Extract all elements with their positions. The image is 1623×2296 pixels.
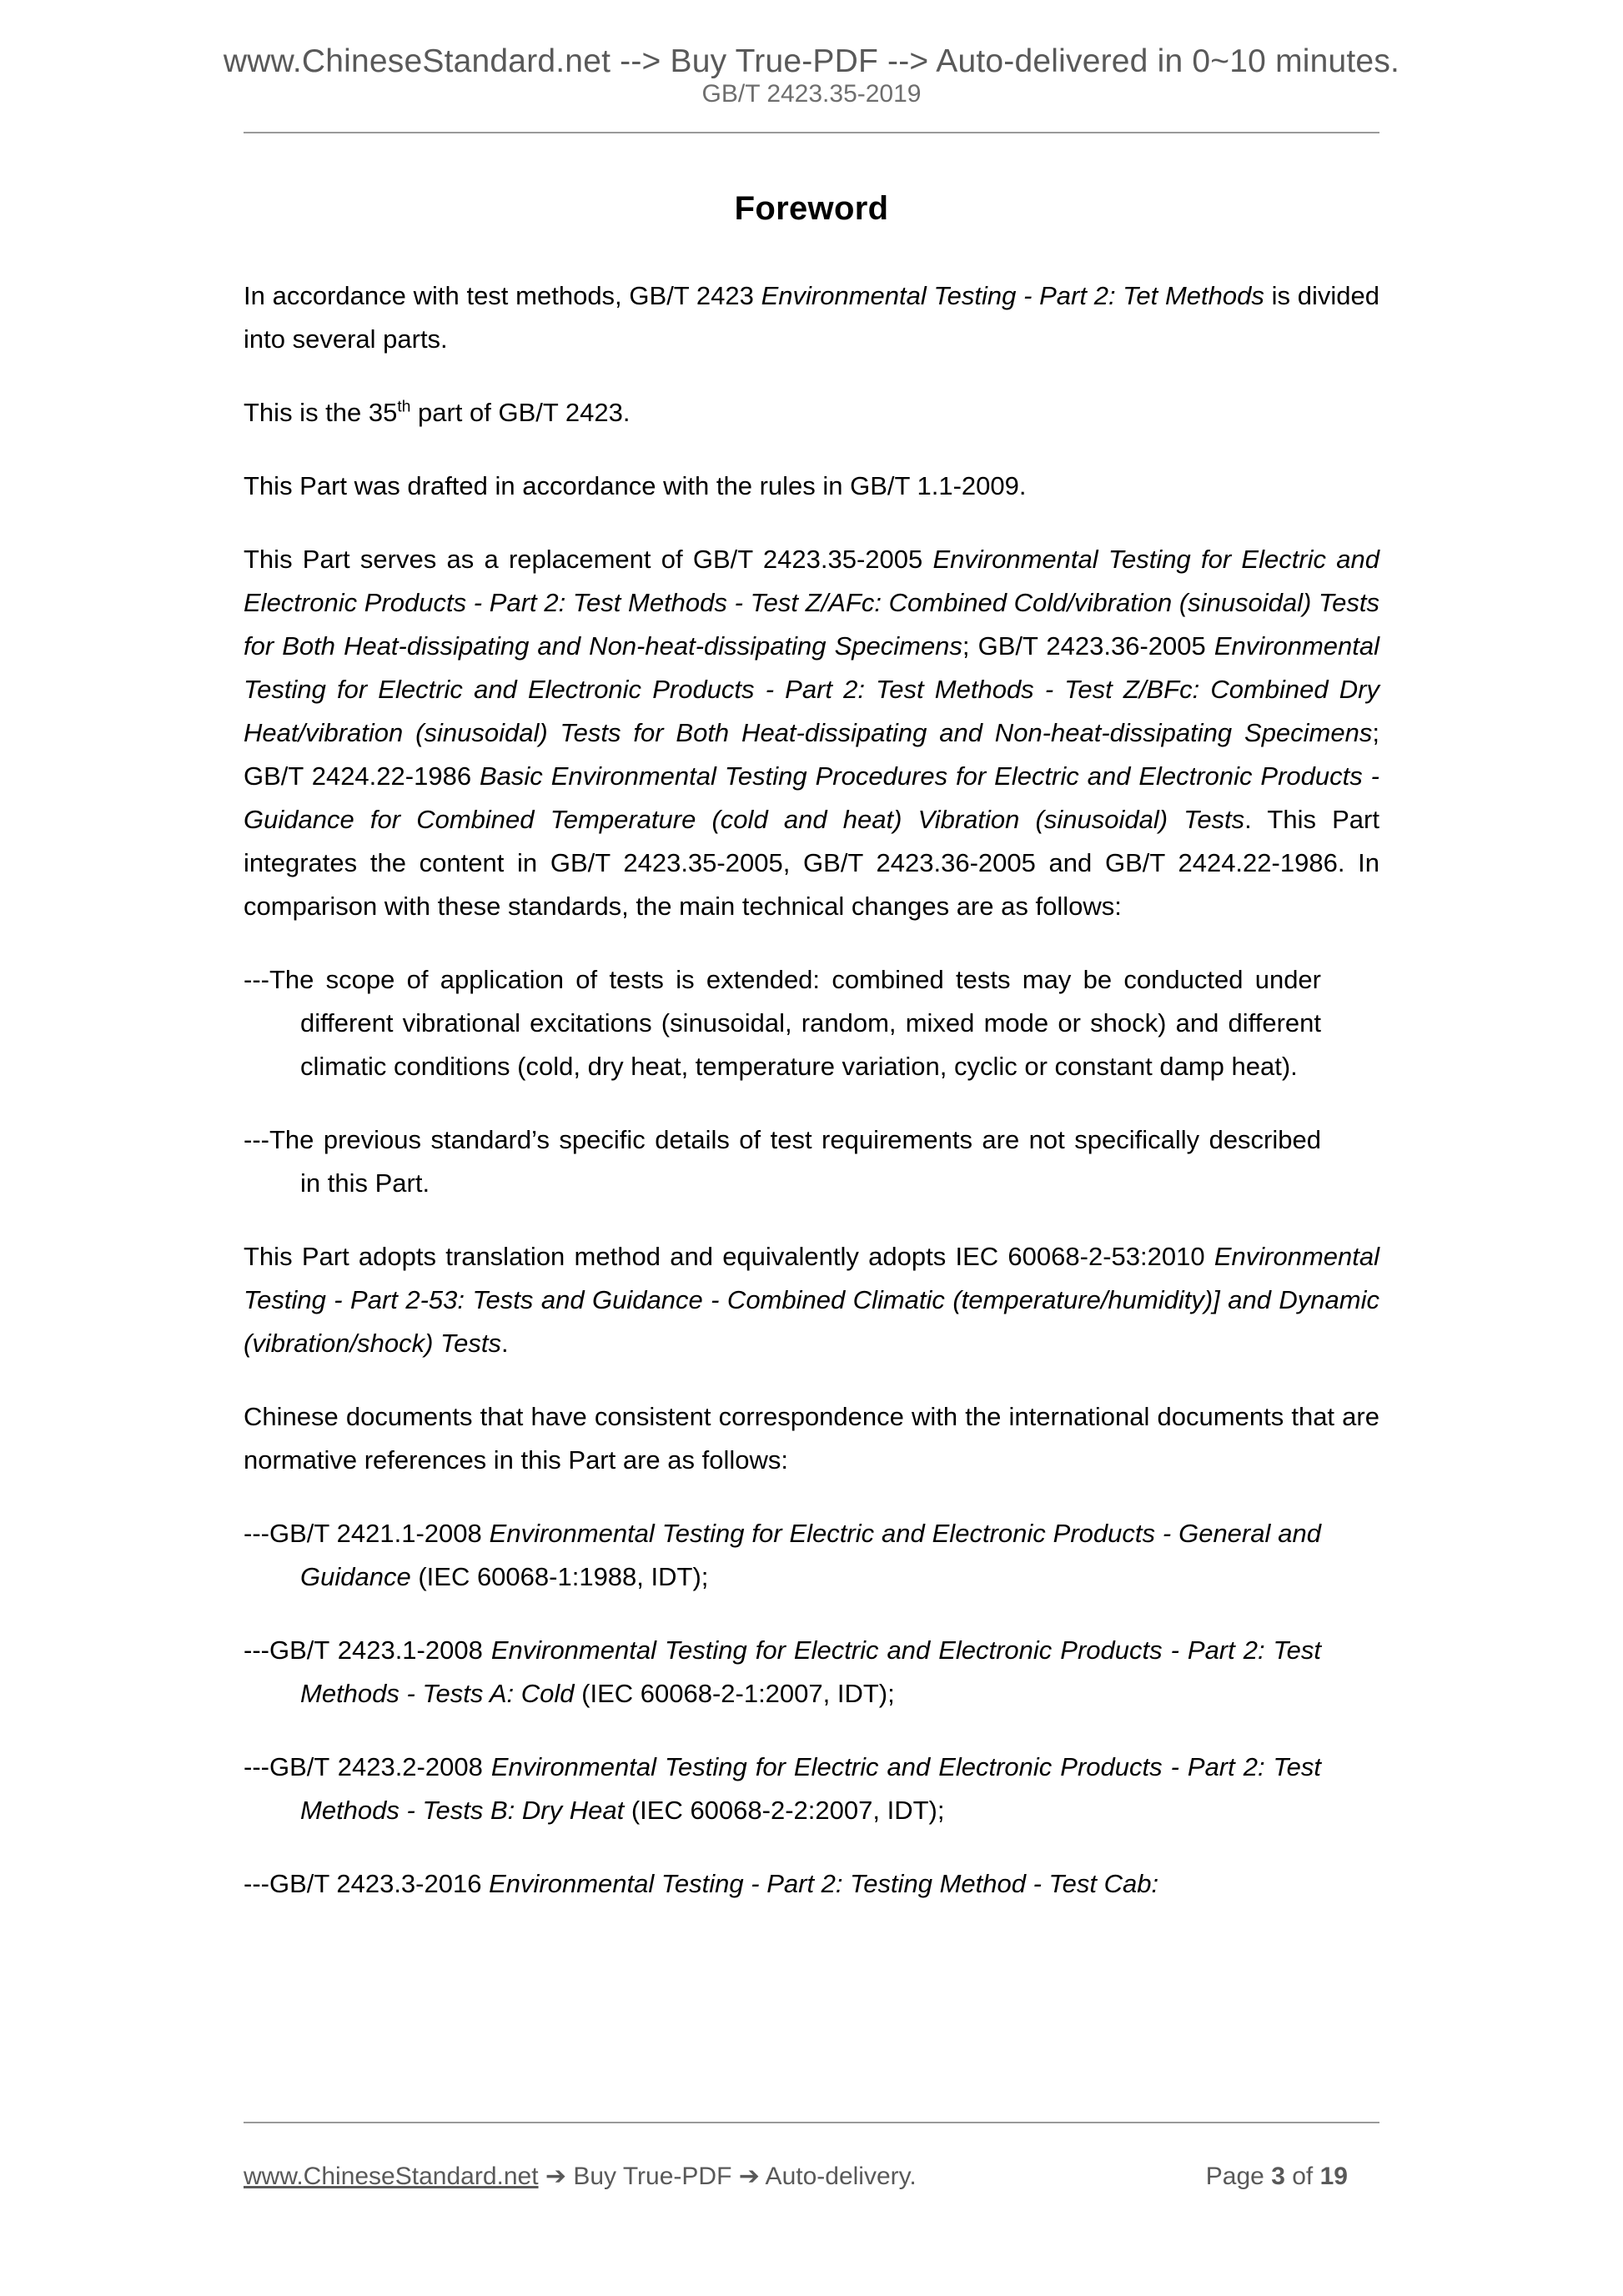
- document-content: [244, 190, 1379, 1906]
- text-run: part of GB/T 2423.: [410, 398, 631, 427]
- reference-item-2423-3: [244, 1862, 1321, 1906]
- reference-item-2423-2: [244, 1746, 1321, 1832]
- footer-tagline: ➔ Buy True-PDF ➔ Auto-delivery.: [538, 2163, 917, 2190]
- text-run: ---GB/T 2423.3-2016: [244, 1869, 490, 1898]
- text-run: ---GB/T 2421.1-2008: [244, 1519, 490, 1548]
- reference-item-2421-1: [244, 1512, 1321, 1599]
- text-run: .: [500, 1329, 509, 1358]
- italic-standard-title: Environmental Testing - Part 2: Testing Method - Test Cab:: [489, 1869, 1159, 1898]
- page-title: Foreword: [734, 190, 889, 227]
- page-header: [0, 0, 1623, 146]
- text-run: This Part adopts translation method and equivalently adopts IEC 60068-2-53:2010: [244, 1242, 1214, 1271]
- ordinal-suffix: th: [397, 398, 411, 416]
- paragraph-part-number: [244, 391, 1379, 435]
- of-label: of: [1292, 2163, 1314, 2190]
- italic-standard-title: Environmental Testing for Electric and Electronic Products - Part 2: Test Methods - Test Z/BFc: Combined Dry Heat/vibration (sinusoidal) Tests for Both Heat-dissipating and Non-heat-dissipating Specimens: [244, 631, 1379, 747]
- list-item-change-2: ---The previous standard’s specific details of test requirements are not specifically described in this Part.: [244, 1125, 1321, 1198]
- watermark-promo-text: www.ChineseStandard.net --> Buy True-PDF --> Auto-delivered in 0~10 minutes.: [223, 43, 1400, 79]
- header-standard-number: GB/T 2423.35-2019: [701, 80, 922, 108]
- text-run: ; GB/T 2424.22-1986: [244, 718, 1379, 791]
- total-page-count: 19: [1319, 2163, 1348, 2190]
- paragraph-drafting-rules: This Part was drafted in accordance with the rules in GB/T 1.1-2009.: [244, 471, 1027, 500]
- page-indicator: [1206, 2163, 1379, 2191]
- footer-row: [244, 2162, 1379, 2191]
- text-run: This is the 35: [244, 398, 398, 427]
- footer-divider: [244, 2122, 1379, 2123]
- text-run: is divided into several parts.: [244, 281, 1379, 354]
- text-run: (IEC 60068-2-2:2007, IDT);: [624, 1796, 945, 1825]
- text-run: (IEC 60068-1:1988, IDT);: [410, 1562, 709, 1591]
- reference-item-2423-1: [244, 1629, 1321, 1716]
- text-run: (IEC 60068-2-1:2007, IDT);: [574, 1679, 895, 1708]
- page-footer: [0, 2110, 1623, 2260]
- text-run: ; GB/T 2423.36-2005: [962, 631, 1214, 661]
- paragraph-scope-intro: [244, 274, 1379, 361]
- paragraph-iec-adoption: [244, 1235, 1379, 1365]
- header-divider: [244, 132, 1379, 133]
- italic-standard-title: Environmental Testing for Electric and Electronic Products - Part 2: Test Methods - Tests B: Dry Heat: [300, 1752, 1321, 1825]
- italic-standard-title: Environmental Testing - Part 2-53: Tests and Guidance - Combined Climatic (temperature/humidity)] and Dynamic (vibration/shock) Tests: [244, 1242, 1379, 1358]
- italic-standard-title: Environmental Testing for Electric and Electronic Products - General and Guidance: [300, 1519, 1321, 1591]
- paragraph-replacement: [244, 538, 1379, 928]
- italic-standard-title: Environmental Testing - Part 2: Tet Methods: [761, 281, 1264, 310]
- current-page-number: 3: [1271, 2163, 1285, 2190]
- text-run: In accordance with test methods, GB/T 2423: [244, 281, 761, 310]
- page-label: Page: [1205, 2163, 1264, 2190]
- paragraph-normative-references-intro: Chinese documents that have consistent correspondence with the international documents that are normative references in this Part are as follows:: [244, 1402, 1379, 1475]
- italic-standard-title: Environmental Testing for Electric and Electronic Products - Part 2: Test Methods - Test Z/AFc: Combined Cold/vibration (sinusoidal) Tests for Both Heat-dissipating and Non-heat-dissipating Specimens: [244, 545, 1379, 661]
- text-run: This Part serves as a replacement of GB/T 2423.35-2005: [244, 545, 933, 574]
- italic-standard-title: Basic Environmental Testing Procedures for Electric and Electronic Products - Guidance for Combined Temperature (cold and heat) Vibration (sinusoidal) Tests: [244, 761, 1379, 834]
- text-run: ---GB/T 2423.2-2008: [244, 1752, 491, 1781]
- footer-site-link[interactable]: www.ChineseStandard.net: [244, 2163, 539, 2190]
- text-run: . This Part integrates the content in GB/T 2423.35-2005, GB/T 2423.36-2005 and GB/T 2424.22-1986. In comparison with these standards, the main technical changes are as follows:: [244, 805, 1379, 921]
- list-item-change-1: ---The scope of application of tests is extended: combined tests may be conducted under different vibrational excitations (sinusoidal, random, mixed mode or shock) and different climatic conditions (cold, dry heat, temperature variation, cyclic or constant damp heat).: [244, 965, 1321, 1081]
- footer-promo: [244, 2162, 917, 2191]
- italic-standard-title: Environmental Testing for Electric and Electronic Products - Part 2: Test Methods - Tests A: Cold: [300, 1635, 1321, 1708]
- text-run: ---GB/T 2423.1-2008: [244, 1635, 491, 1665]
